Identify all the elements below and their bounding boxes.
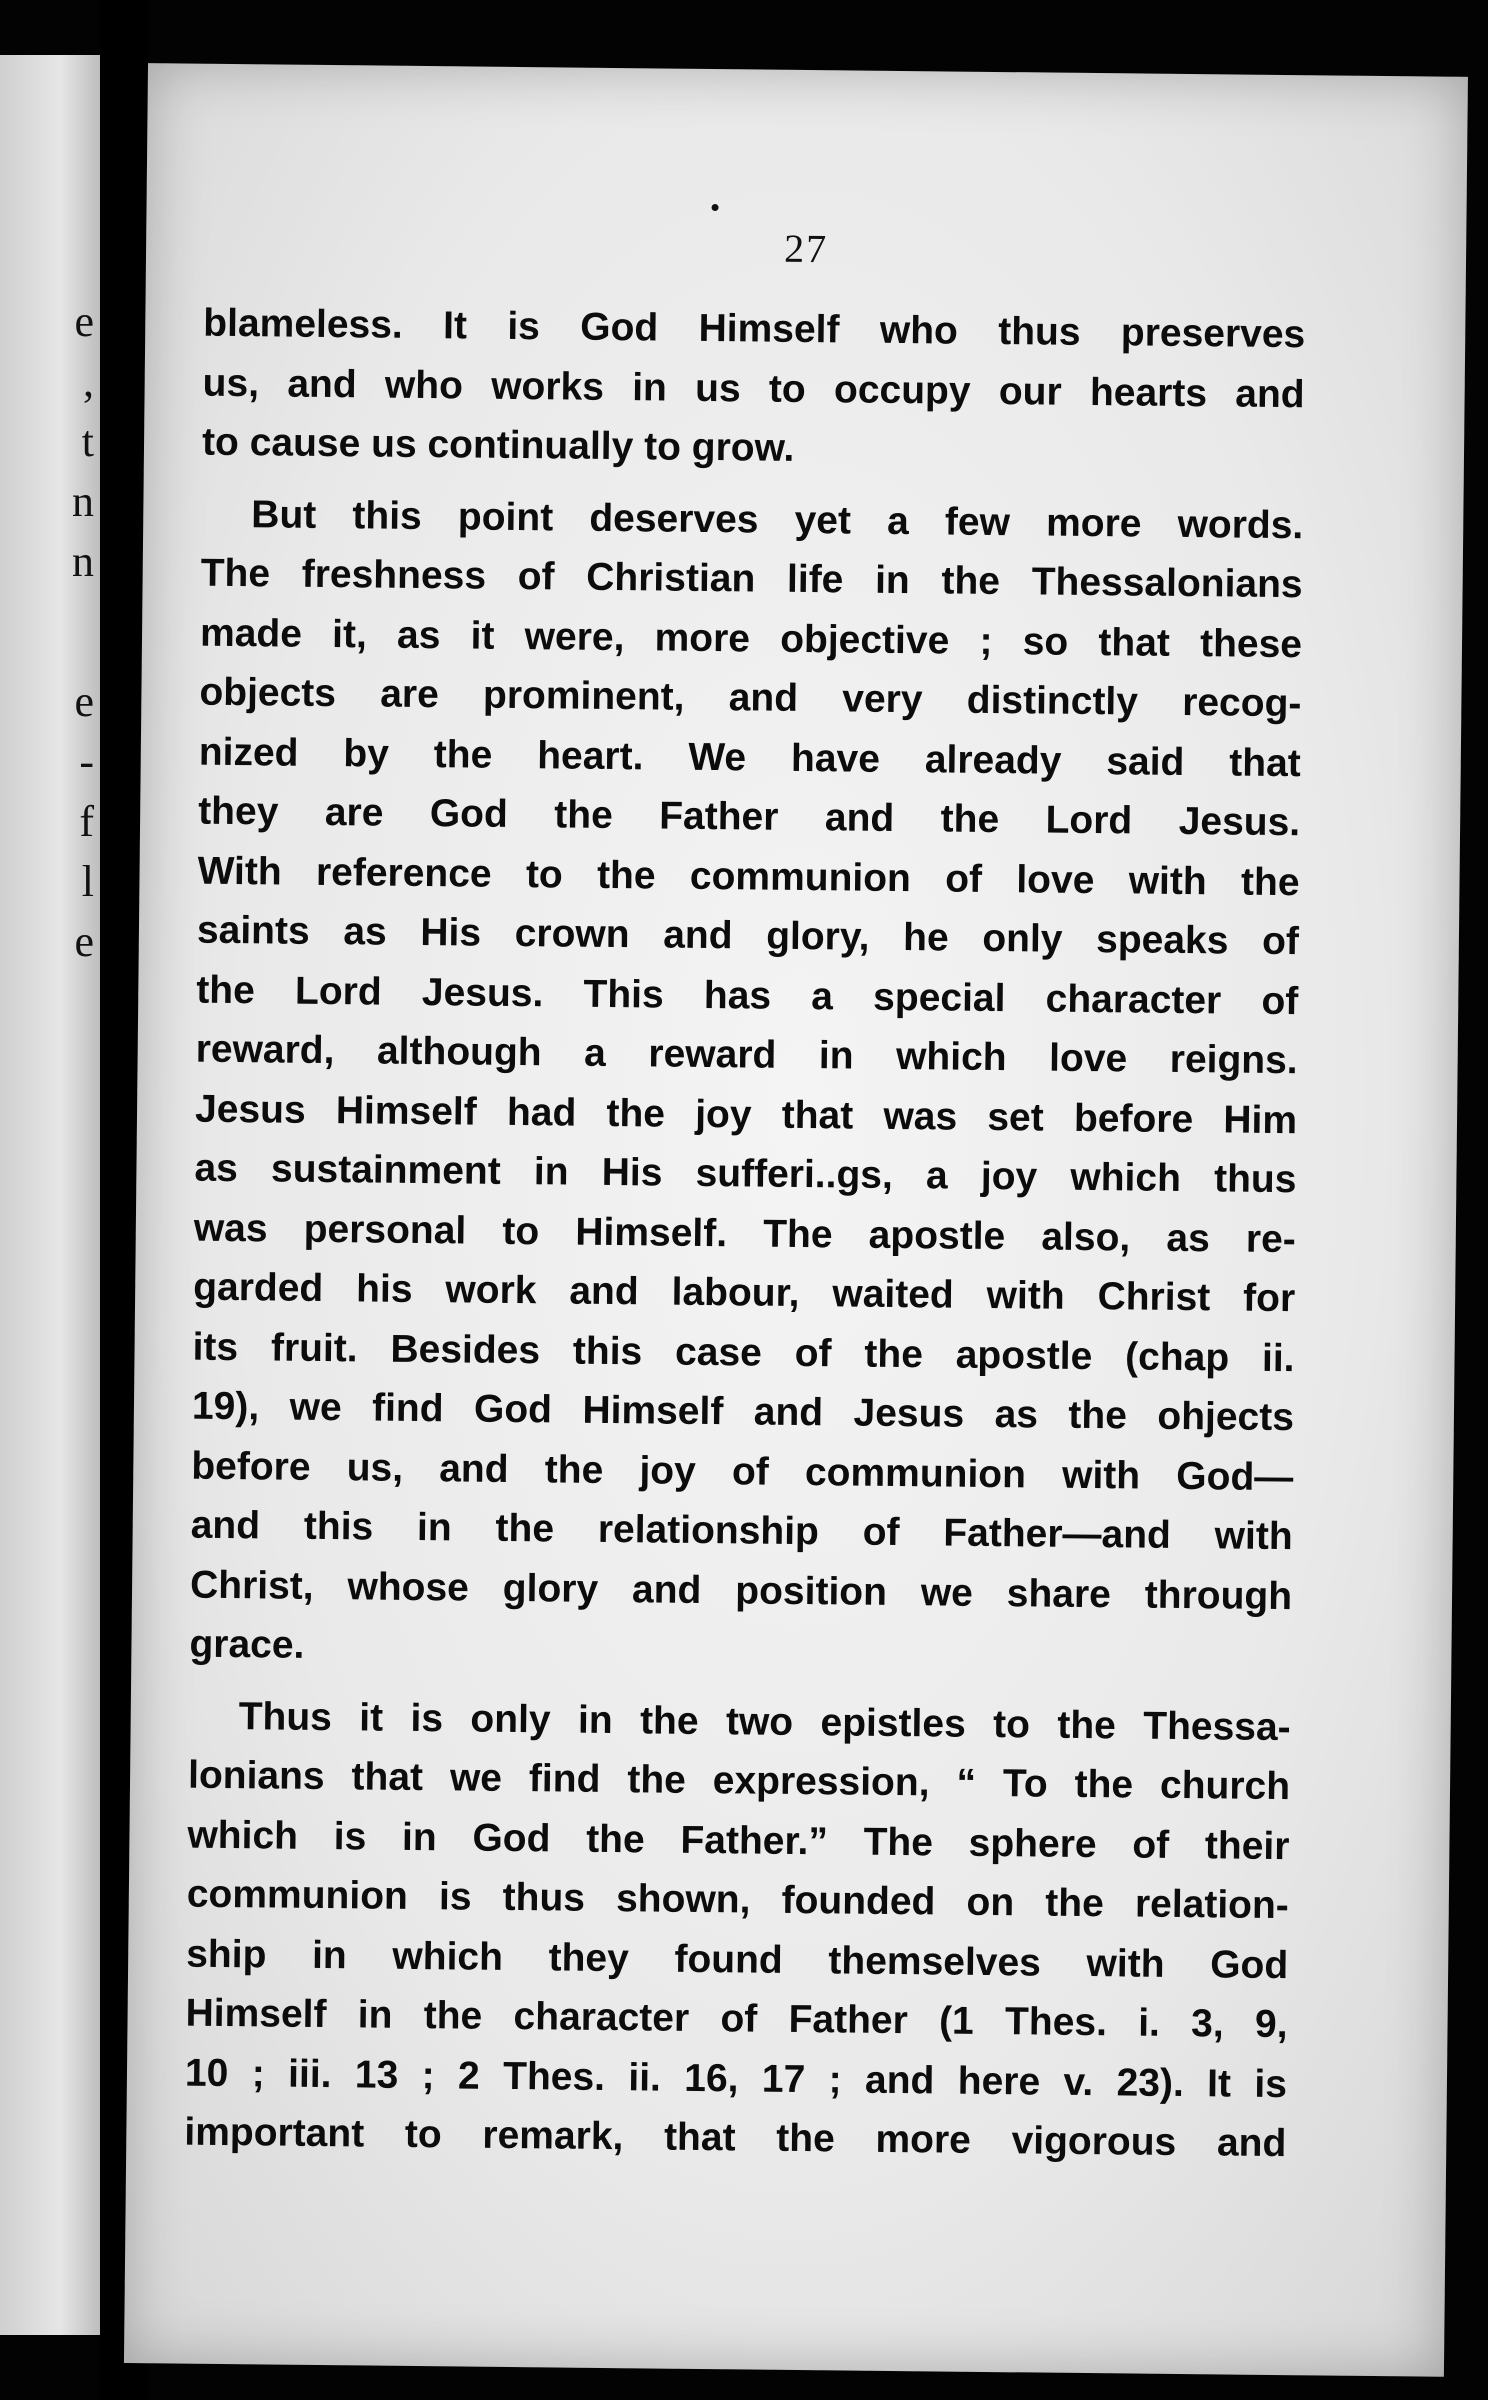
paragraph-2 (189, 484, 1303, 1685)
left-edge-char: e (74, 677, 94, 726)
left-edge-char: n (72, 477, 94, 526)
text-line: made it, as it were, more objective ; so that these (199, 611, 1303, 666)
text-line: reward, although a reward in which love reigns. (195, 1027, 1298, 1083)
paragraph-1 (202, 294, 1306, 484)
text-line: Himself in the character of Father (1 Thes. i. 3, 9, (185, 1991, 1288, 2047)
text-line: to cause us continually to grow. (201, 420, 795, 470)
book-page (124, 63, 1468, 2377)
page-dot-mark (712, 204, 719, 211)
text-line: the Lord Jesus. This has a special character of (196, 968, 1299, 1023)
text-line: important to remark, that the more vigorous and (184, 2110, 1287, 2166)
left-edge-char: e (74, 917, 94, 966)
text-line: which is in God the Father.” The sphere of their (187, 1813, 1290, 1868)
text-line: us, and who works in us to occupy our hearts and (202, 361, 1305, 416)
text-line: its fruit. Besides this case of the apostle (chap ii. (192, 1325, 1295, 1380)
text-line: they are God the Father and the Lord Jesus. (197, 789, 1301, 845)
left-edge-char: l (81, 857, 94, 906)
text-line: was personal to Himself. The apostle also, as re- (193, 1206, 1297, 1261)
left-edge-char: - (79, 737, 94, 786)
left-edge-char: , (83, 357, 94, 406)
page-body-text (184, 294, 1306, 2174)
left-edge-char: f (79, 797, 94, 846)
text-line: Christ, whose glory and position we share through (189, 1563, 1293, 1618)
paragraph-3 (184, 1686, 1291, 2174)
text-line: communion is thus shown, founded on the relation- (186, 1872, 1290, 1928)
text-line: ship in which they found themselves with God (186, 1932, 1289, 1987)
text-line: 19), we find God Himself and Jesus as the ohjects (191, 1384, 1295, 1440)
left-edge-char: e (74, 297, 94, 346)
text-line: With reference to the communion of love with the (197, 849, 1300, 904)
text-line: 10 ; iii. 13 ; 2 Thes. ii. 16, 17 ; and here v. 23). It is (184, 2051, 1288, 2106)
text-line: and this in the relationship of Father—and with (190, 1503, 1293, 1559)
page-number: 27 (783, 225, 829, 272)
text-line: grace. (189, 1622, 305, 1667)
text-line: garded his work and labour, waited with Christ for (192, 1265, 1296, 1321)
text-line: But this point deserves yet a few more words. (251, 492, 1304, 547)
left-edge-char: t (81, 417, 94, 466)
text-line: Thus it is only in the two epistles to the Thessa- (238, 1694, 1291, 1749)
text-line: The freshness of Christian life in the Thessalonians (200, 551, 1303, 607)
text-line: before us, and the joy of communion with God— (191, 1444, 1294, 1499)
text-line: as sustainment in His sufferi..gs, a joy which thus (194, 1146, 1297, 1202)
left-page-edge (0, 55, 100, 2335)
left-edge-char: n (72, 537, 94, 586)
text-line: blameless. It is God Himself who thus preserves (203, 301, 1306, 357)
text-line: Jesus Himself had the joy that was set before Him (194, 1087, 1298, 1142)
text-line: objects are prominent, and very distinctly recog- (199, 670, 1302, 726)
text-line: nized by the heart. We have already said that (198, 730, 1301, 785)
text-line: saints as His crown and glory, he only speaks of (196, 908, 1300, 964)
text-line: lonians that we find the expression, “ To the church (187, 1753, 1291, 1809)
